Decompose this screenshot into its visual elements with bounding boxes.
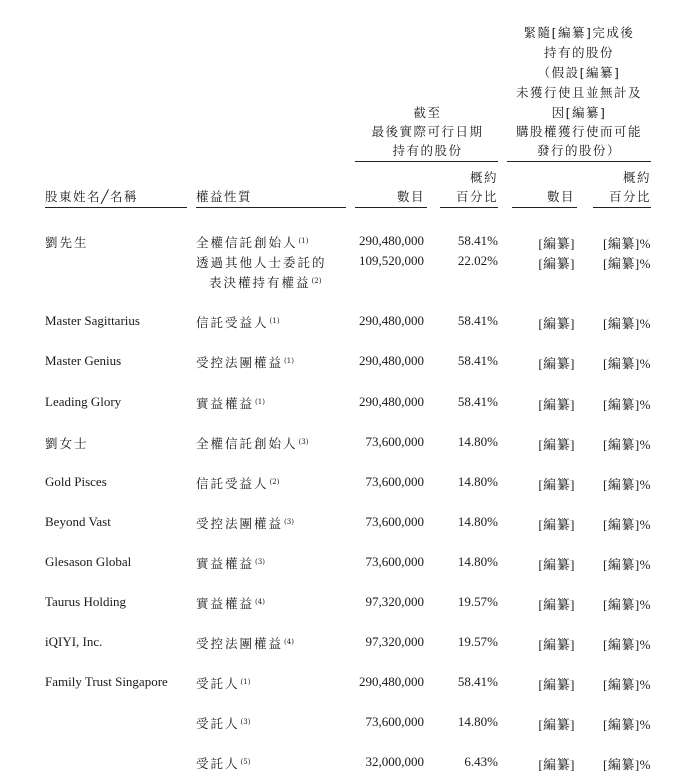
post-shares-redacted: [編纂]	[538, 356, 575, 371]
shareholder-name: iQIYI, Inc.	[45, 634, 103, 649]
footnote-ref: (5)	[240, 758, 251, 766]
nature-of-interest: 實益權益$^{(4)}$	[196, 596, 265, 611]
approx-percentage: 14.80%	[457, 554, 498, 569]
post-shares-redacted: [編纂]	[538, 437, 575, 452]
header-approx-1: 概約	[469, 170, 498, 185]
header-approx-2: 概約	[622, 170, 651, 185]
nature-of-interest: 受託人$^{(3)}$	[196, 716, 251, 731]
shareholder-name: Gold Pisces	[45, 474, 107, 489]
header-after-line4: 未獲行使且並無計及	[515, 85, 642, 100]
shareholder-name: Family Trust Singapore	[45, 674, 168, 689]
post-shares-redacted: [編纂]	[538, 757, 575, 772]
post-percentage-redacted: [編纂]%	[603, 477, 651, 492]
post-percentage-redacted: [編纂]%	[603, 236, 651, 251]
shareholder-name: 劉女士	[45, 436, 89, 451]
approx-percentage: 14.80%	[457, 474, 498, 489]
shareholder-name: 劉先生	[45, 235, 89, 250]
rule-percent-1	[440, 207, 498, 208]
header-after-line5: 因[編纂]	[551, 105, 607, 120]
post-shares-redacted: [編纂]	[538, 517, 575, 532]
post-percentage-redacted: [編纂]%	[603, 437, 651, 452]
post-shares-redacted: [編纂]	[538, 597, 575, 612]
approx-percentage: 58.41%	[457, 233, 498, 248]
approx-percentage: 14.80%	[457, 434, 498, 449]
post-shares-redacted: [編纂]	[538, 557, 575, 572]
approx-percentage: 58.41%	[457, 353, 498, 368]
approx-percentage: 58.41%	[457, 313, 498, 328]
footnote-ref: (1)	[269, 317, 280, 325]
rule-percent-2	[593, 207, 651, 208]
shareholder-name: Taurus Holding	[45, 594, 127, 609]
post-percentage-redacted: [編纂]%	[603, 637, 651, 652]
shareholder-name: Master Genius	[45, 353, 122, 368]
nature-of-interest: 透過其他人士委託的	[196, 255, 327, 270]
footnote-ref: (1)	[240, 678, 251, 686]
footnote-ref: (3)	[240, 718, 251, 726]
nature-of-interest: 受控法團權益$^{(1)}$	[196, 355, 294, 370]
footnote-ref: (4)	[255, 598, 265, 606]
nature-of-interest: 受控法團權益$^{(3)}$	[196, 516, 294, 531]
shares-held: 73,600,000	[365, 554, 424, 569]
shareholder-name: Beyond Vast	[45, 514, 111, 529]
shares-held: 73,600,000	[365, 514, 424, 529]
approx-percentage: 19.57%	[457, 634, 498, 649]
post-percentage-redacted: [編纂]%	[603, 316, 651, 331]
header-number-2: 數目	[546, 189, 575, 204]
header-after-line3: （假設[編纂]	[537, 65, 621, 80]
post-percentage-redacted: [編纂]%	[603, 397, 651, 412]
footnote-ref: (1)	[284, 357, 294, 365]
approx-percentage: 14.80%	[457, 714, 498, 729]
shareholder-name: Glesason Global	[45, 554, 132, 569]
post-shares-redacted: [編纂]	[538, 477, 575, 492]
approx-percentage: 19.57%	[457, 594, 498, 609]
shares-held: 290,480,000	[359, 674, 424, 689]
header-latest-line2: 最後實際可行日期	[371, 124, 484, 139]
header-nature-of-interest: 權益性質	[196, 189, 253, 204]
header-latest-line3: 持有的股份	[392, 143, 463, 158]
post-shares-redacted: [編纂]	[538, 717, 575, 732]
footnote-ref: (3)	[255, 558, 265, 566]
shares-held: 109,520,000	[359, 253, 424, 268]
shares-held: 97,320,000	[365, 594, 424, 609]
nature-of-interest: 實益權益$^{(3)}$	[196, 556, 265, 571]
post-shares-redacted: [編纂]	[538, 316, 575, 331]
approx-percentage: 14.80%	[457, 514, 498, 529]
shares-held: 290,480,000	[359, 394, 424, 409]
nature-of-interest: 信託受益人$^{(1)}$	[196, 315, 280, 330]
footnote-ref: (3)	[298, 438, 309, 446]
nature-of-interest: 受託人$^{(1)}$	[196, 676, 251, 691]
post-shares-redacted: [編纂]	[538, 677, 575, 692]
header-number-1: 數目	[396, 189, 425, 204]
nature-of-interest: 受控法團權益$^{(4)}$	[196, 636, 294, 651]
header-shareholder-name: 股東姓名╱名稱	[45, 189, 139, 204]
approx-percentage: 58.41%	[457, 394, 498, 409]
rule-number-1	[355, 207, 427, 208]
rule-number-2	[512, 207, 577, 208]
shares-held: 73,600,000	[365, 434, 424, 449]
shares-held: 73,600,000	[365, 714, 424, 729]
shares-held: 290,480,000	[359, 313, 424, 328]
header-percent-2: 百分比	[608, 189, 651, 204]
post-percentage-redacted: [編纂]%	[603, 677, 651, 692]
approx-percentage: 58.41%	[457, 674, 498, 689]
nature-of-interest: 全權信託創始人$^{(1)}$	[196, 235, 309, 250]
nature-of-interest: 實益權益$^{(1)}$	[196, 396, 265, 411]
header-after-rule	[507, 161, 651, 162]
post-shares-redacted: [編纂]	[538, 236, 575, 251]
post-shares-redacted: [編纂]	[538, 637, 575, 652]
footnote-ref: (1)	[298, 237, 309, 245]
header-latest-rule	[355, 161, 498, 162]
post-shares-redacted: [編纂]	[538, 256, 575, 271]
nature-of-interest: 全權信託創始人$^{(3)}$	[196, 436, 309, 451]
approx-percentage: 22.02%	[457, 253, 498, 268]
header-after-line6: 購股權獲行使而可能	[515, 124, 642, 139]
header-after-line7: 發行的股份）	[536, 143, 621, 158]
shareholder-name: Master Sagittarius	[45, 313, 140, 328]
nature-of-interest-cont: 表決權持有權益$^{(2)}$	[209, 275, 322, 290]
shares-held: 73,600,000	[365, 474, 424, 489]
shares-held: 290,480,000	[359, 353, 424, 368]
shares-held: 290,480,000	[359, 233, 424, 248]
footnote-ref: (1)	[255, 398, 265, 406]
shares-held: 97,320,000	[365, 634, 424, 649]
footnote-ref: (3)	[284, 518, 294, 526]
post-percentage-redacted: [編纂]%	[603, 717, 651, 732]
post-percentage-redacted: [編纂]%	[603, 256, 651, 271]
nature-of-interest: 信託受益人$^{(2)}$	[196, 476, 280, 491]
post-percentage-redacted: [編纂]%	[603, 757, 651, 772]
header-after-line1: 緊隨[編纂]完成後	[523, 25, 635, 40]
footnote-ref: (2)	[311, 277, 322, 285]
header-after-line2: 持有的股份	[543, 45, 614, 60]
post-percentage-redacted: [編纂]%	[603, 557, 651, 572]
post-percentage-redacted: [編纂]%	[603, 597, 651, 612]
approx-percentage: 6.43%	[464, 754, 498, 769]
shareholder-name: Leading Glory	[45, 394, 122, 409]
post-percentage-redacted: [編纂]%	[603, 517, 651, 532]
header-percent-1: 百分比	[455, 189, 498, 204]
shares-held: 32,000,000	[365, 754, 424, 769]
rule-nature	[196, 207, 346, 208]
post-shares-redacted: [編纂]	[538, 397, 575, 412]
post-percentage-redacted: [編纂]%	[603, 356, 651, 371]
footnote-ref: (4)	[284, 638, 294, 646]
header-latest-line1: 截至	[413, 105, 442, 120]
footnote-ref: (2)	[269, 478, 280, 486]
nature-of-interest: 受託人$^{(5)}$	[196, 756, 251, 771]
rule-name	[45, 207, 187, 208]
